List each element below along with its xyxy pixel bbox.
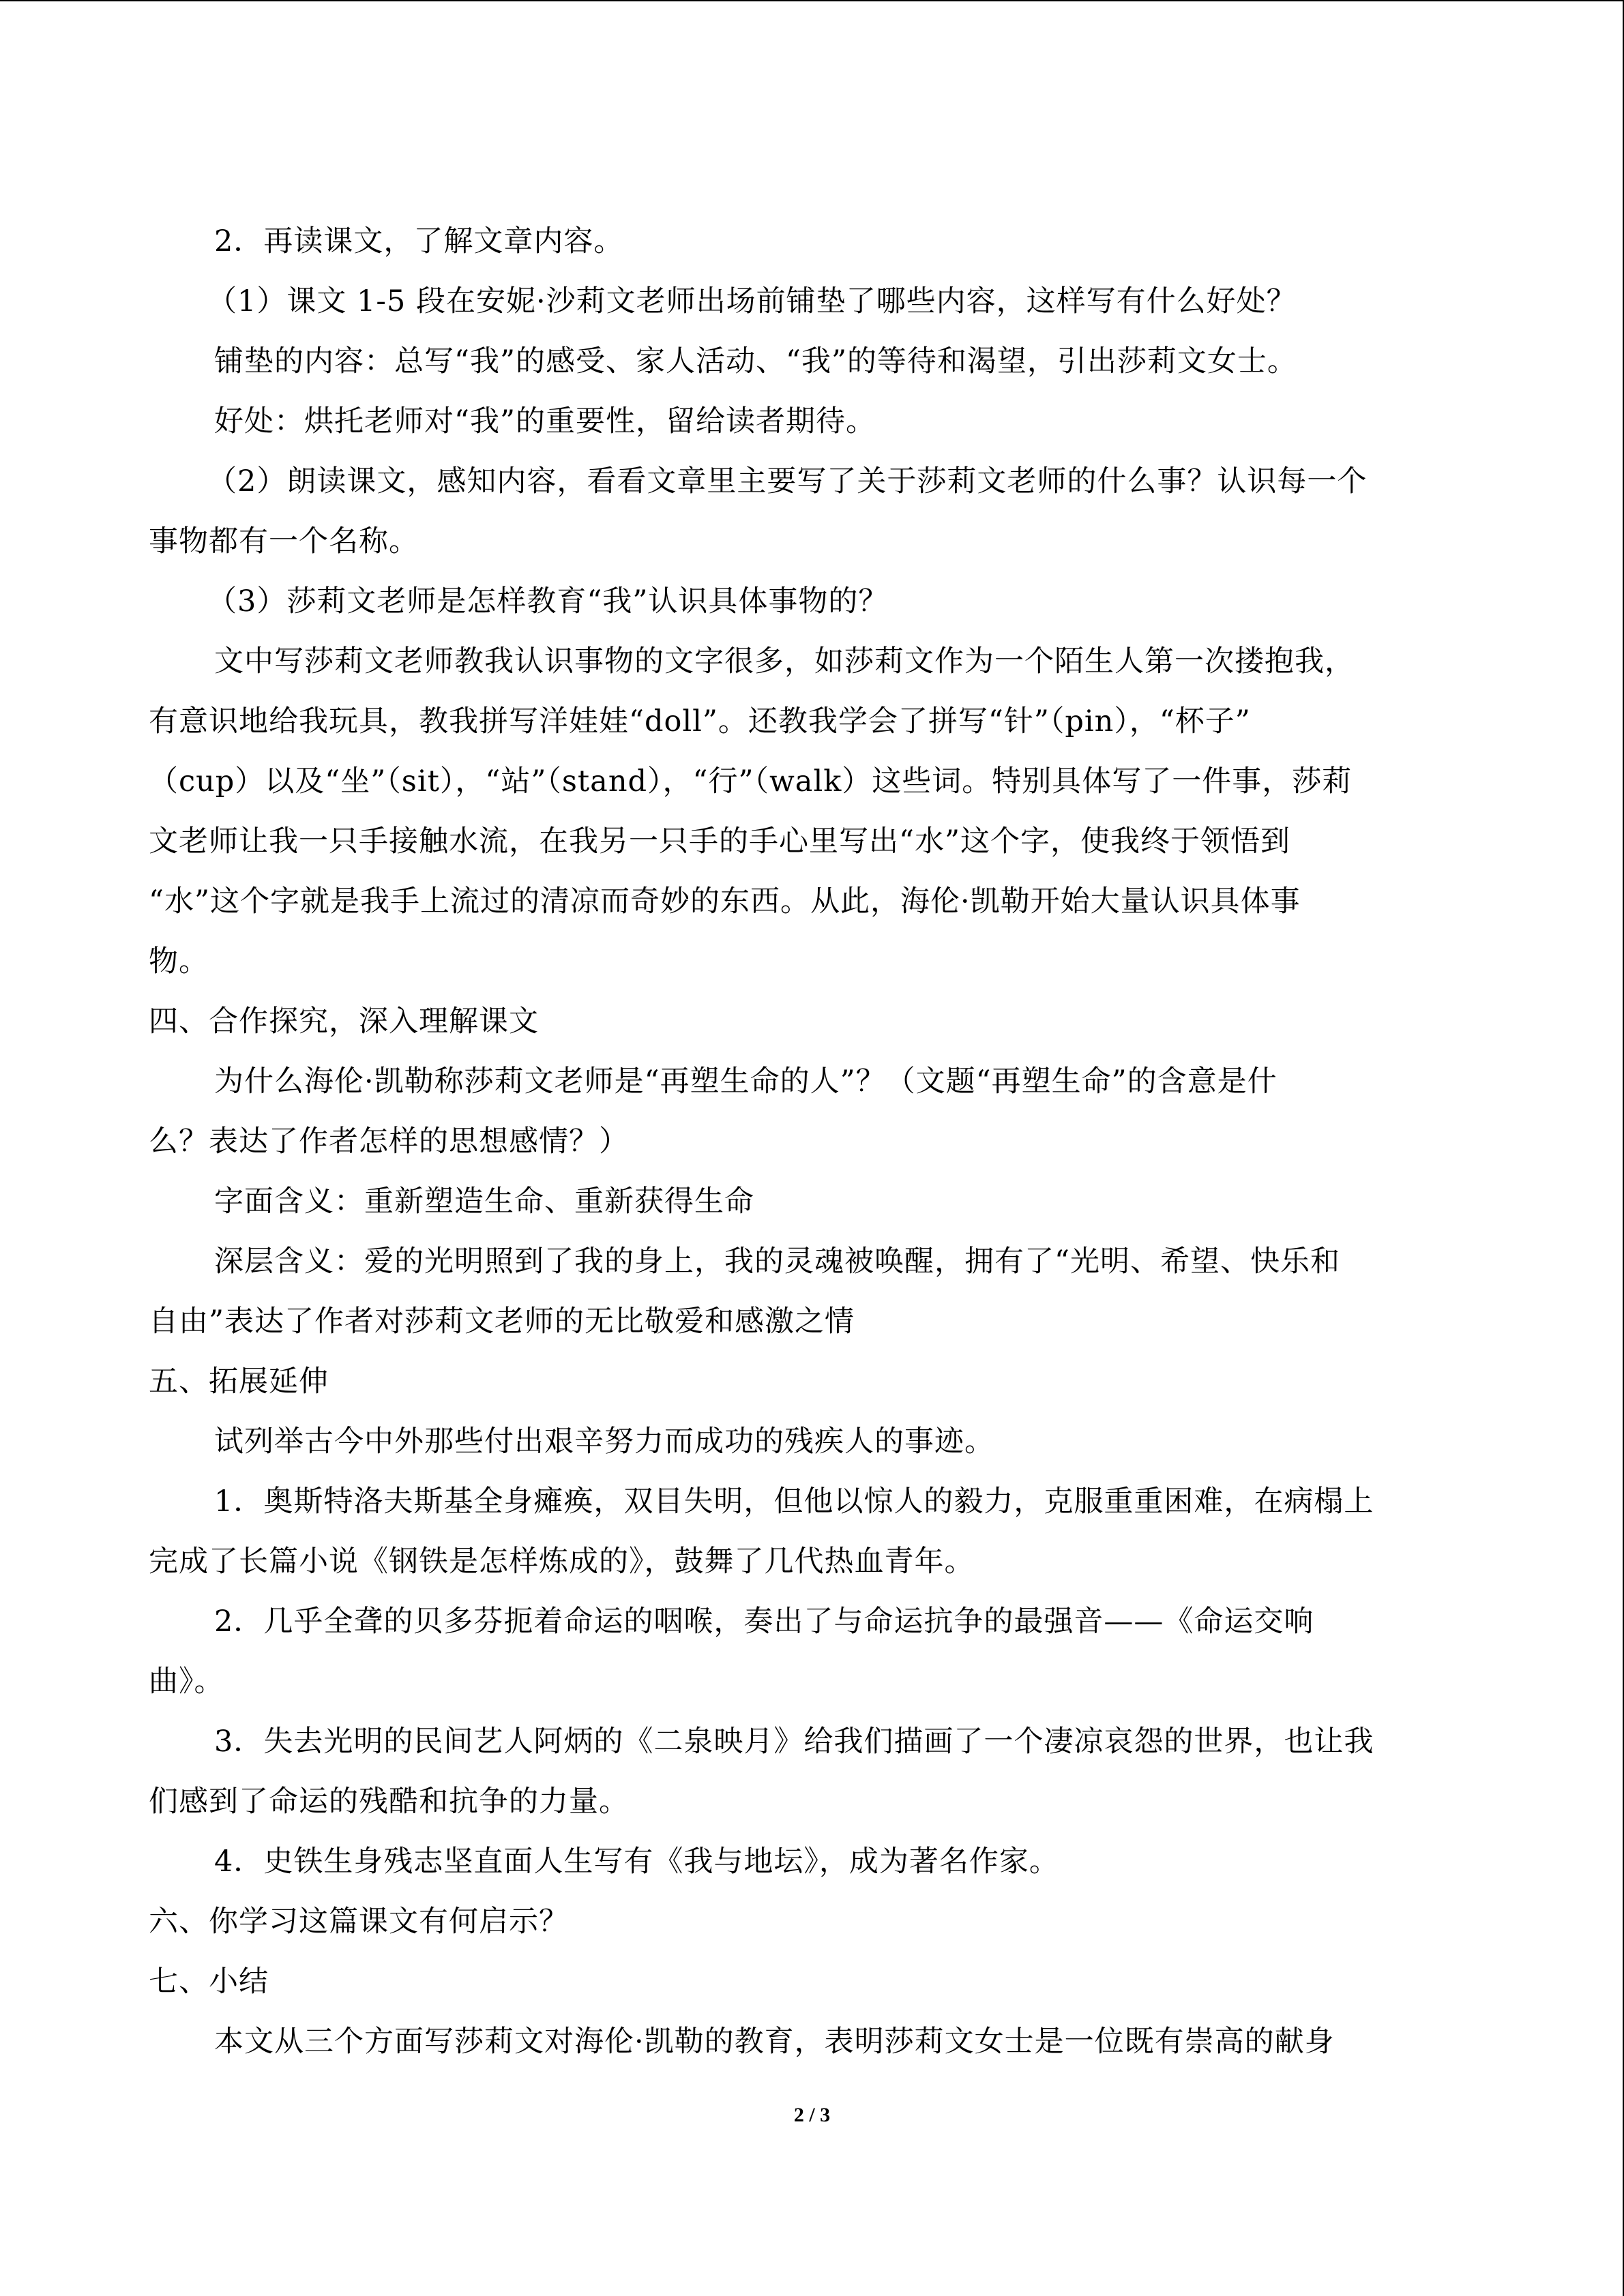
answer-line: 深层含义：爱的光明照到了我的身上，我的灵魂被唤醒，拥有了“光明、希望、快乐和 xyxy=(214,1244,1340,1279)
question-line: （1）课文 1-5 段在安妮·沙莉文老师出场前铺垫了哪些内容，这样写有什么好处？ xyxy=(207,284,1297,318)
page-border-top xyxy=(0,0,1623,2)
paragraph-continuation: 么？表达了作者怎样的思想感情？） xyxy=(149,1124,629,1159)
paragraph-continuation: 物。 xyxy=(149,944,209,979)
question-line: （3）莎莉文老师是怎样教育“我”认识具体事物的？ xyxy=(207,584,889,618)
list-item: 4．史铁生身残志坚直面人生写有《我与地坛》，成为著名作家。 xyxy=(214,1845,1059,1879)
list-item: 3．失去光明的民间艺人阿炳的《二泉映月》给我们描画了一个凄凉哀怨的世界，也让我 xyxy=(214,1725,1374,1759)
document-body xyxy=(149,211,1475,2072)
paragraph-continuation: 有意识地给我玩具，教我拼写洋娃娃“doll”。还教我学会了拼写“针”（pin），“杯子” xyxy=(149,704,1251,739)
section-heading: 四、合作探究，深入理解课文 xyxy=(149,1004,539,1039)
paragraph-continuation: 们感到了命运的残酷和抗争的力量。 xyxy=(149,1785,629,1819)
paragraph-line: 文中写莎莉文老师教我认识事物的文字很多，如莎莉文作为一个陌生人第一次搂抱我， xyxy=(214,644,1355,679)
paragraph-continuation: 事物都有一个名称。 xyxy=(149,524,419,558)
paragraph-line: 为什么海伦·凯勒称莎莉文老师是“再塑生命的人”？（文题“再塑生命”的含意是什 xyxy=(214,1064,1278,1099)
answer-line: 铺垫的内容：总写“我”的感受、家人活动、“我”的等待和渴望，引出莎莉文女士。 xyxy=(214,344,1297,378)
paragraph-continuation: 曲》。 xyxy=(149,1665,224,1699)
section-heading: 七、小结 xyxy=(149,1965,269,1999)
paragraph-line: 试列举古今中外那些付出艰辛努力而成功的残疾人的事迹。 xyxy=(214,1425,994,1459)
question-line: （2）朗读课文，感知内容，看看文章里主要写了关于莎莉文老师的什么事？认识每一个 xyxy=(207,464,1368,498)
list-item: 2．几乎全聋的贝多芬扼着命运的咽喉，奏出了与命运抗争的最强音——《命运交响 xyxy=(214,1605,1314,1639)
answer-line: 好处：烘托老师对“我”的重要性，留给读者期待。 xyxy=(214,404,876,438)
section-heading: 六、你学习这篇课文有何启示？ xyxy=(149,1905,569,1939)
paragraph-continuation: 自由”表达了作者对莎莉文老师的无比敬爱和感激之情 xyxy=(149,1304,855,1339)
paragraph-continuation: “水”这个字就是我手上流过的清凉而奇妙的东西。从此，海伦·凯勒开始大量认识具体事 xyxy=(149,884,1301,919)
paragraph-continuation: 完成了长篇小说《钢铁是怎样炼成的》，鼓舞了几代热血青年。 xyxy=(149,1545,975,1579)
list-item: 1．奥斯特洛夫斯基全身瘫痪，双目失明，但他以惊人的毅力，克服重重困难，在病榻上 xyxy=(214,1485,1374,1519)
page-number: 2 / 3 xyxy=(793,2104,831,2126)
section-step-heading: 2．再读课文，了解文章内容。 xyxy=(214,224,624,258)
paragraph-continuation: 文老师让我一只手接触水流，在我另一只手的手心里写出“水”这个字，使我终于领悟到 xyxy=(149,824,1290,859)
paragraph-line: 本文从三个方面写莎莉文对海伦·凯勒的教育，表明莎莉文女士是一位既有崇高的献身 xyxy=(214,2025,1335,2059)
answer-line: 字面含义：重新塑造生命、重新获得生命 xyxy=(214,1184,754,1219)
paragraph-continuation: （cup）以及“坐”（sit），“站”（stand），“行”（walk）这些词。特别具体写了一件事，莎莉 xyxy=(149,764,1353,799)
section-heading: 五、拓展延伸 xyxy=(149,1365,329,1399)
